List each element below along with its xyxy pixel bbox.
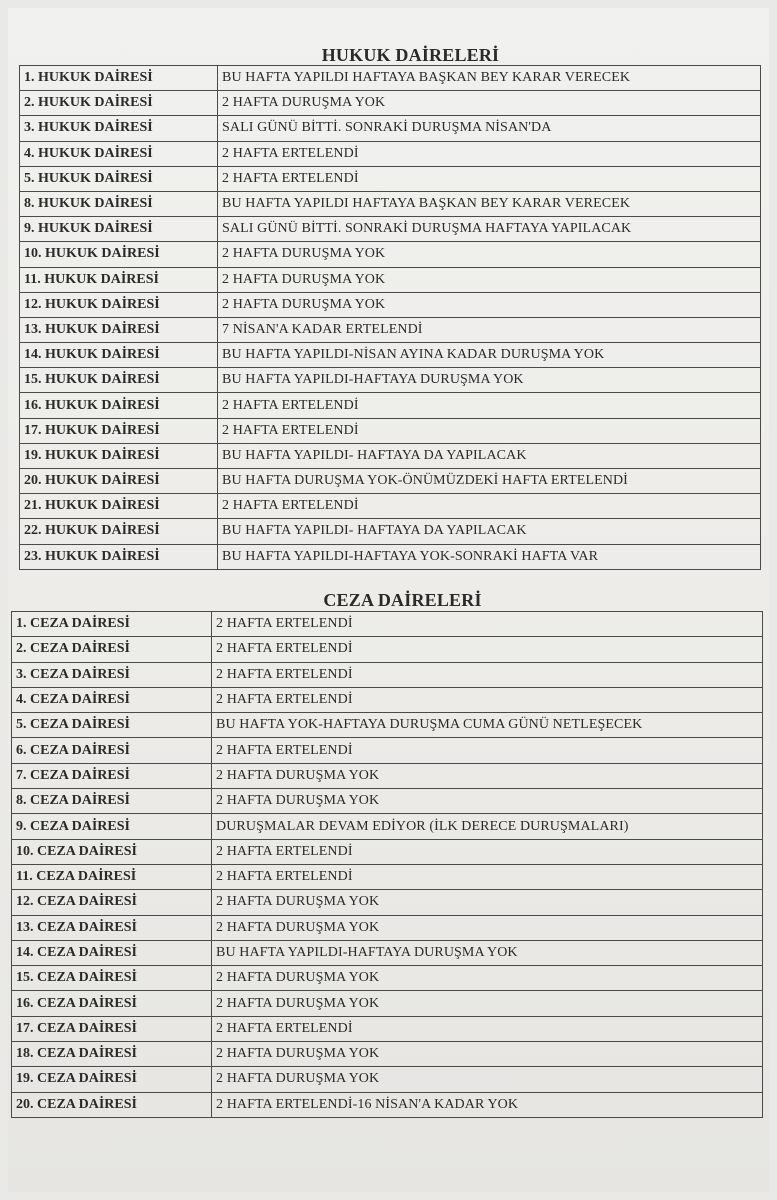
table-row	[20, 469, 761, 494]
table-row	[12, 763, 763, 788]
ceza-table-body	[12, 612, 763, 1118]
chamber-name: 4. CEZA DAİRESİ	[12, 687, 212, 712]
hearing-status: 2 HAFTA DURUŞMA YOK	[218, 242, 761, 267]
hearing-status: BU HAFTA YAPILDI-HAFTAYA DURUŞMA YOK	[212, 940, 763, 965]
hearing-status: 2 HAFTA ERTELENDİ	[212, 612, 763, 637]
hukuk-table-body	[20, 66, 761, 570]
table-row	[12, 738, 763, 763]
chamber-name: 23. HUKUK DAİRESİ	[20, 544, 218, 569]
table-row	[20, 317, 761, 342]
hearing-status: 2 HAFTA DURUŞMA YOK	[218, 267, 761, 292]
table-row	[20, 418, 761, 443]
hearing-status: BU HAFTA YAPILDI- HAFTAYA DA YAPILACAK	[218, 519, 761, 544]
table-row	[12, 890, 763, 915]
chamber-name: 13. HUKUK DAİRESİ	[20, 317, 218, 342]
chamber-name: 17. HUKUK DAİRESİ	[20, 418, 218, 443]
table-row	[12, 713, 763, 738]
hearing-status: 2 HAFTA DURUŞMA YOK	[212, 1067, 763, 1092]
hearing-status: 2 HAFTA ERTELENDİ	[212, 637, 763, 662]
hearing-status: 2 HAFTA ERTELENDİ	[218, 418, 761, 443]
chamber-name: 19. CEZA DAİRESİ	[12, 1067, 212, 1092]
table-row	[20, 242, 761, 267]
chamber-name: 18. CEZA DAİRESİ	[12, 1042, 212, 1067]
table-row	[12, 940, 763, 965]
table-row	[20, 494, 761, 519]
table-row	[20, 91, 761, 116]
table-row	[20, 116, 761, 141]
table-row	[20, 217, 761, 242]
hearing-status: BU HAFTA YAPILDI HAFTAYA BAŞKAN BEY KARAR VERECEK	[218, 66, 761, 91]
table-row	[12, 1092, 763, 1117]
table-row	[12, 814, 763, 839]
chamber-name: 22. HUKUK DAİRESİ	[20, 519, 218, 544]
hearing-status: 2 HAFTA DURUŞMA YOK	[212, 991, 763, 1016]
hearing-status: 2 HAFTA ERTELENDİ	[212, 864, 763, 889]
chamber-name: 14. HUKUK DAİRESİ	[20, 343, 218, 368]
chamber-name: 11. CEZA DAİRESİ	[12, 864, 212, 889]
chamber-name: 13. CEZA DAİRESİ	[12, 915, 212, 940]
table-row	[12, 1067, 763, 1092]
hukuk-section-title: HUKUK DAİRELERİ	[321, 45, 500, 65]
chamber-name: 9. HUKUK DAİRESİ	[20, 217, 218, 242]
table-row	[20, 166, 761, 191]
hearing-status: 2 HAFTA ERTELENDİ	[212, 662, 763, 687]
hearing-status: BU HAFTA YAPILDI-NİSAN AYINA KADAR DURUŞMA YOK	[218, 343, 761, 368]
table-row	[20, 191, 761, 216]
table-row	[12, 966, 763, 991]
table-row	[20, 368, 761, 393]
table-row	[20, 544, 761, 569]
chamber-name: 2. CEZA DAİRESİ	[12, 637, 212, 662]
chamber-name: 5. CEZA DAİRESİ	[12, 713, 212, 738]
table-row	[12, 839, 763, 864]
chamber-name: 1. HUKUK DAİRESİ	[20, 66, 218, 91]
hearing-status: 2 HAFTA DURUŞMA YOK	[212, 966, 763, 991]
chamber-name: 12. HUKUK DAİRESİ	[20, 292, 218, 317]
chamber-name: 9. CEZA DAİRESİ	[12, 814, 212, 839]
hearing-status: 2 HAFTA ERTELENDİ	[212, 738, 763, 763]
hearing-status: BU HAFTA DURUŞMA YOK-ÖNÜMÜZDEKİ HAFTA ERTELENDİ	[218, 469, 761, 494]
chamber-name: 20. CEZA DAİRESİ	[12, 1092, 212, 1117]
table-row	[12, 612, 763, 637]
chamber-name: 7. CEZA DAİRESİ	[12, 763, 212, 788]
document-page	[8, 8, 769, 1192]
hearing-status: 2 HAFTA DURUŞMA YOK	[218, 91, 761, 116]
hearing-status: BU HAFTA YAPILDI HAFTAYA BAŞKAN BEY KARAR VERECEK	[218, 191, 761, 216]
table-row	[20, 343, 761, 368]
table-row	[20, 443, 761, 468]
hearing-status: 2 HAFTA ERTELENDİ	[212, 839, 763, 864]
chamber-name: 12. CEZA DAİRESİ	[12, 890, 212, 915]
hearing-status: BU HAFTA YOK-HAFTAYA DURUŞMA CUMA GÜNÜ NETLEŞECEK	[212, 713, 763, 738]
table-row	[20, 292, 761, 317]
chamber-name: 1. CEZA DAİRESİ	[12, 612, 212, 637]
hukuk-table	[19, 65, 761, 570]
hearing-status: 2 HAFTA ERTELENDİ	[212, 687, 763, 712]
chamber-name: 14. CEZA DAİRESİ	[12, 940, 212, 965]
table-row	[20, 141, 761, 166]
chamber-name: 16. HUKUK DAİRESİ	[20, 393, 218, 418]
hearing-status: 7 NİSAN'A KADAR ERTELENDİ	[218, 317, 761, 342]
table-row	[12, 789, 763, 814]
ceza-section-title: CEZA DAİRELERİ	[323, 590, 482, 610]
hearing-status: 2 HAFTA ERTELENDİ-16 NİSAN'A KADAR YOK	[212, 1092, 763, 1117]
hearing-status: 2 HAFTA DURUŞMA YOK	[212, 763, 763, 788]
chamber-name: 8. HUKUK DAİRESİ	[20, 191, 218, 216]
chamber-name: 10. CEZA DAİRESİ	[12, 839, 212, 864]
ceza-table	[11, 611, 763, 1118]
table-row	[20, 393, 761, 418]
table-row	[12, 864, 763, 889]
table-row	[12, 991, 763, 1016]
chamber-name: 20. HUKUK DAİRESİ	[20, 469, 218, 494]
hearing-status: BU HAFTA YAPILDI-HAFTAYA YOK-SONRAKİ HAFTA VAR	[218, 544, 761, 569]
chamber-name: 16. CEZA DAİRESİ	[12, 991, 212, 1016]
hearing-status: 2 HAFTA DURUŞMA YOK	[212, 789, 763, 814]
table-row	[12, 1016, 763, 1041]
chamber-name: 15. HUKUK DAİRESİ	[20, 368, 218, 393]
hearing-status: 2 HAFTA ERTELENDİ	[218, 141, 761, 166]
table-row	[12, 662, 763, 687]
chamber-name: 6. CEZA DAİRESİ	[12, 738, 212, 763]
table-row	[20, 267, 761, 292]
hearing-status: 2 HAFTA ERTELENDİ	[218, 494, 761, 519]
hearing-status: DURUŞMALAR DEVAM EDİYOR (İLK DERECE DURUŞMALARI)	[212, 814, 763, 839]
chamber-name: 5. HUKUK DAİRESİ	[20, 166, 218, 191]
hearing-status: 2 HAFTA ERTELENDİ	[218, 166, 761, 191]
hearing-status: SALI GÜNÜ BİTTİ. SONRAKİ DURUŞMA HAFTAYA YAPILACAK	[218, 217, 761, 242]
chamber-name: 10. HUKUK DAİRESİ	[20, 242, 218, 267]
chamber-name: 8. CEZA DAİRESİ	[12, 789, 212, 814]
hearing-status: SALI GÜNÜ BİTTİ. SONRAKİ DURUŞMA NİSAN'DA	[218, 116, 761, 141]
table-row	[20, 66, 761, 91]
chamber-name: 17. CEZA DAİRESİ	[12, 1016, 212, 1041]
hearing-status: 2 HAFTA DURUŞMA YOK	[212, 915, 763, 940]
hearing-status: 2 HAFTA DURUŞMA YOK	[218, 292, 761, 317]
chamber-name: 3. HUKUK DAİRESİ	[20, 116, 218, 141]
chamber-name: 2. HUKUK DAİRESİ	[20, 91, 218, 116]
hearing-status: 2 HAFTA ERTELENDİ	[218, 393, 761, 418]
table-row	[12, 1042, 763, 1067]
chamber-name: 4. HUKUK DAİRESİ	[20, 141, 218, 166]
table-row	[12, 637, 763, 662]
chamber-name: 21. HUKUK DAİRESİ	[20, 494, 218, 519]
chamber-name: 3. CEZA DAİRESİ	[12, 662, 212, 687]
table-row	[12, 687, 763, 712]
hearing-status: BU HAFTA YAPILDI-HAFTAYA DURUŞMA YOK	[218, 368, 761, 393]
table-row	[20, 519, 761, 544]
hearing-status: 2 HAFTA ERTELENDİ	[212, 1016, 763, 1041]
chamber-name: 11. HUKUK DAİRESİ	[20, 267, 218, 292]
chamber-name: 15. CEZA DAİRESİ	[12, 966, 212, 991]
hearing-status: 2 HAFTA DURUŞMA YOK	[212, 890, 763, 915]
chamber-name: 19. HUKUK DAİRESİ	[20, 443, 218, 468]
table-row	[12, 915, 763, 940]
hearing-status: 2 HAFTA DURUŞMA YOK	[212, 1042, 763, 1067]
hearing-status: BU HAFTA YAPILDI- HAFTAYA DA YAPILACAK	[218, 443, 761, 468]
